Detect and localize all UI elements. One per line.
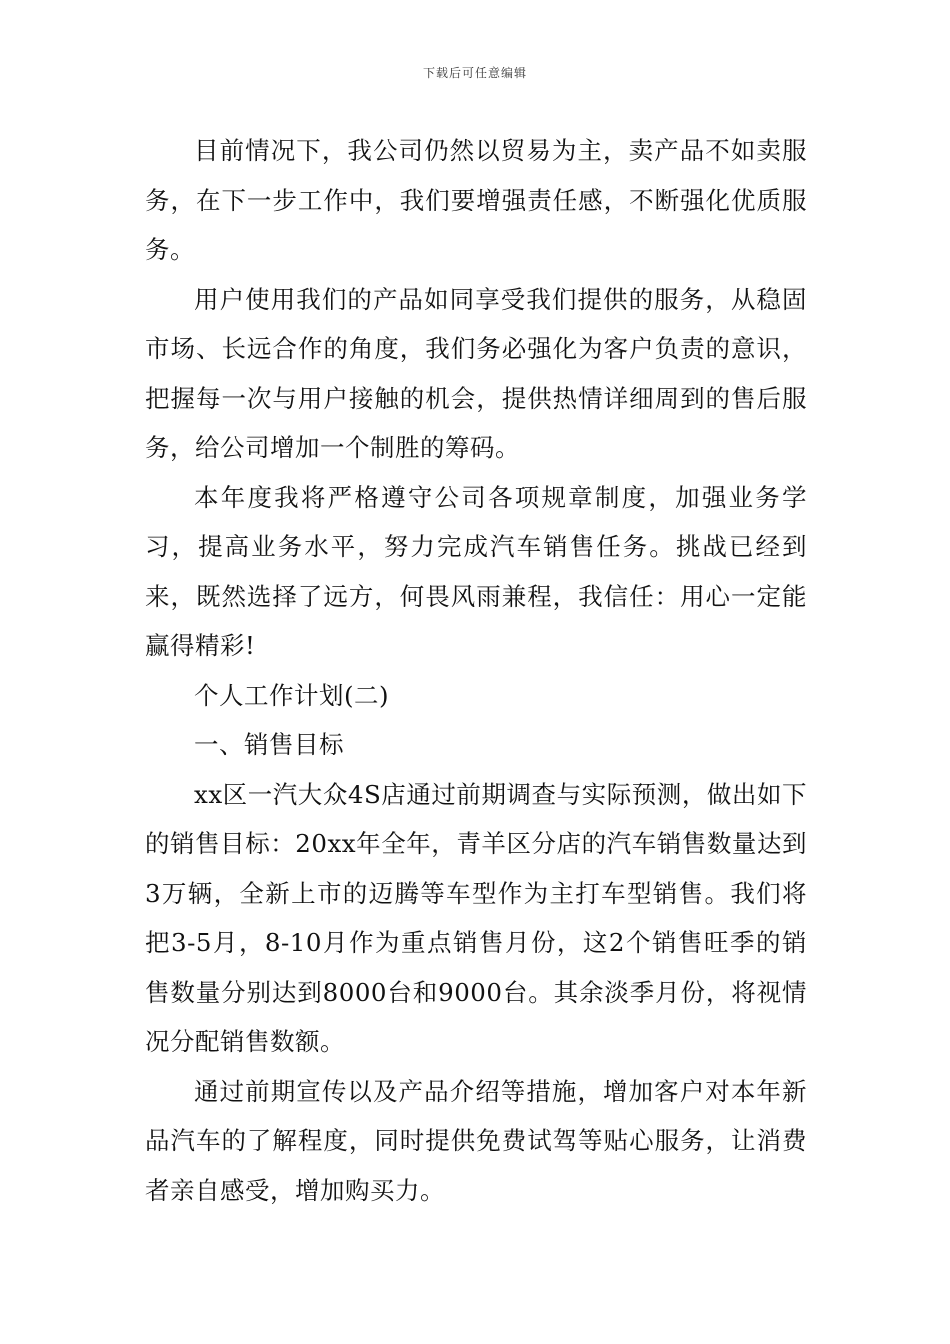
paragraph-customer: 用户使用我们的产品如同享受我们提供的服务，从稳固市场、长远合作的角度，我们务必强化为客户负责的意识，把握每一次与用户接触的机会，提供热情详细周到的售后服务，给公司增加一个制胜的筹码。	[145, 284, 807, 462]
section-title: 个人工作计划(二)	[194, 680, 390, 710]
paragraph-commitment: 本年度我将严格遵守公司各项规章制度，加强业务学习，提高业务水平，努力完成汽车销售任务。挑战已经到来，既然选择了远方，何畏风雨兼程，我信任：用心一定能赢得精彩!	[145, 482, 807, 660]
paragraph-promotion: 通过前期宣传以及产品介绍等措施，增加客户对本年新品汽车的了解程度，同时提供免费试驾等贴心服务，让消费者亲自感受，增加购买力。	[145, 1076, 807, 1205]
section-heading-sales-target: 一、销售目标	[194, 730, 344, 759]
header-note: 下载后可任意编辑	[422, 66, 527, 80]
paragraph-service: 目前情况下，我公司仍然以贸易为主，卖产品不如卖服务，在下一步工作中，我们要增强责任感，不断强化优质服务。	[145, 136, 807, 264]
paragraph-sales-target: xx区一汽大众4S店通过前期调查与实际预测，做出如下的销售目标：20xx年全年，青羊区分店的汽车销售数量达到3万辆，全新上市的迈腾等车型作为主打车型销售。我们将把3-5月，8-10月作为重点销售月份，这2个销售旺季的销售数量分别达到8000台和9000台。其余淡季月份，将视情况分配销售数额。	[145, 779, 807, 1056]
document-body	[145, 126, 807, 1215]
